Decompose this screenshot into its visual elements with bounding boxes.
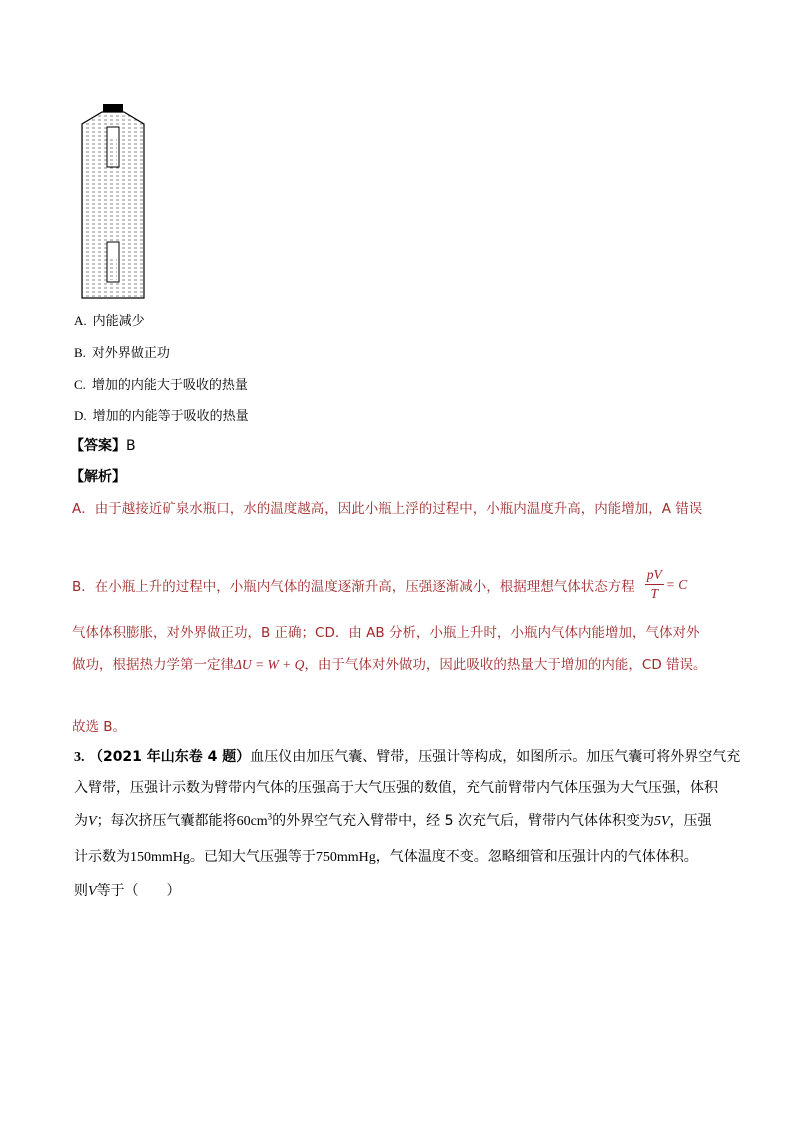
explanation-b2: 气体体积膨胀，对外界做正功，B 正确；CD．由 AB 分析，小瓶上升时，小瓶内气体内能增加，气体对外: [72, 625, 700, 641]
conclusion: 故选 B。: [72, 719, 127, 735]
explanation-b: B．在小瓶上升的过程中，小瓶内气体的温度逐渐升高，压强逐渐减小，根据理想气体状态方程 $\frac{pV}{T}$ = C: [72, 567, 688, 601]
question-3-line3: 为V；每次挤压气囊都能将$60cm^3$的外界空气充入臂带中，经 5 次充气后，臂带内气体体积变为5V，压强: [74, 811, 712, 829]
answer-line: 【答案】B: [70, 438, 136, 454]
option-d: D. 增加的内能等于吸收的热量: [74, 408, 249, 424]
state-equation: $\frac{pV}{T}$: [646, 567, 662, 601]
option-b: B. 对外界做正功: [74, 345, 170, 361]
question-3-line1: 3. （2021 年山东卷 4 题）血压仪由加压气囊、臂带，压强计等构成，如图所示。加压气囊可将外界空气充: [74, 749, 741, 765]
option-c: C. 增加的内能大于吸收的热量: [74, 377, 248, 393]
question-3-line2: 入臂带，压强计示数为臂带内气体的压强高于大气压强的数值，充气前臂带内气体压强为大气压强，体积: [74, 780, 718, 796]
question-3-line5: 则V等于（ ）: [74, 883, 181, 899]
option-a: A. 内能减少: [74, 313, 145, 329]
explanation-a: A．由于越接近矿泉水瓶口，水的温度越高，因此小瓶上浮的过程中，小瓶内温度升高，内能增加，A 错误: [72, 501, 703, 517]
bottle-cap: [103, 104, 123, 112]
question-3-line4: 计示数为150mmHg。已知大气压强等于750mmHg，气体温度不变。忽略细管和压强计内的气体体积。: [74, 849, 698, 865]
analysis-label: 【解析】: [70, 469, 126, 485]
explanation-b3: 做功，根据热力学第一定律ΔU = W + Q，由于气体对外做功，因此吸收的热量大于增加的内能，CD 错误。: [72, 657, 707, 673]
bottle-diagram: [80, 102, 146, 300]
